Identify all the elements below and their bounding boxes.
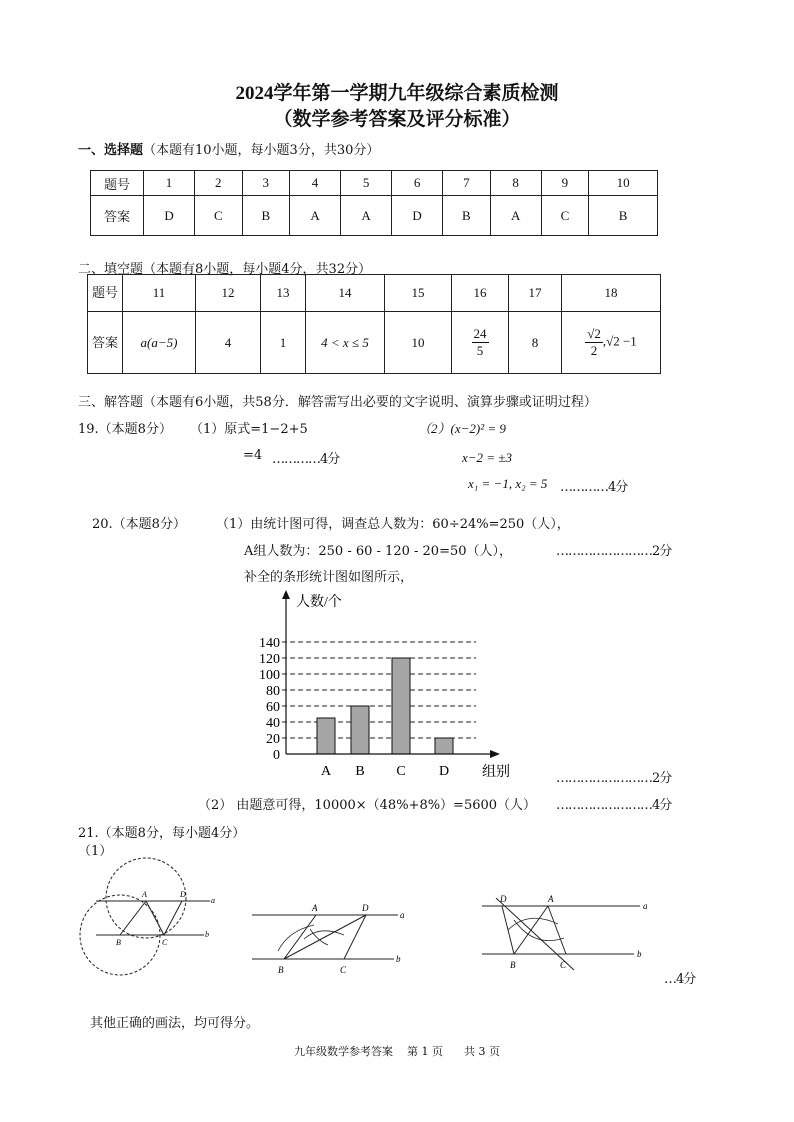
table-cell: C: [541, 196, 589, 236]
table-cell: 4: [196, 312, 261, 374]
q19-part2-line1: （2）(x−2)² = 9: [418, 421, 506, 436]
section1-heading: 一、选择题: [78, 143, 144, 158]
table-cell: 11: [123, 275, 196, 312]
bar-D: [435, 738, 453, 754]
section2-heading: 二、填空题（本题有8小题，每小题4分，共32分）: [78, 262, 372, 277]
section3-heading: 三、解答题（本题有6小题，共58分．解答需写出必要的文字说明、演算步骤或证明过程）: [78, 395, 597, 410]
construction-figure-3: [478, 890, 658, 980]
line-label: b: [637, 949, 642, 959]
y-tick-label: 120: [259, 652, 280, 667]
table-cell: 10: [385, 312, 452, 374]
construction-arc: [508, 918, 558, 930]
q21-label: 21.（本题8分，每小题4分）: [78, 826, 246, 841]
segment-ac: [548, 906, 566, 954]
q19-part1-line1: （1）原式=1−2+5: [190, 422, 308, 437]
point-label: B: [510, 960, 516, 970]
table-cell: 6: [392, 171, 443, 196]
table-cell: [452, 312, 509, 374]
line-label: a: [400, 910, 405, 920]
q21-part: （1）: [78, 844, 113, 859]
table-cell: 2: [195, 171, 243, 196]
segment-ac: [146, 901, 164, 935]
segment-bd: [284, 915, 366, 959]
point-label: B: [116, 938, 121, 947]
table-cell: [562, 312, 661, 374]
point-label: D: [362, 903, 369, 913]
x-axis-label: 组别: [482, 765, 510, 780]
fraction: [472, 326, 489, 359]
y-tick-label: 0: [273, 748, 280, 763]
table-cell: 7: [443, 171, 491, 196]
q19-part2-line2: x−2 = ±3: [462, 450, 512, 465]
table-cell: 14: [306, 275, 385, 312]
line-label: a: [211, 896, 215, 905]
q20-score1: ……………………2分: [556, 544, 672, 559]
q20-score2: ……………………2分: [556, 771, 672, 786]
y-tick-label: 60: [266, 700, 280, 715]
table-cell: 9: [541, 171, 589, 196]
segment-dc: [344, 915, 366, 959]
x-tick-label: C: [396, 764, 406, 779]
fraction: [585, 326, 603, 359]
table-cell: A: [490, 196, 541, 236]
point-label: A: [312, 903, 318, 913]
x-tick-label: D: [438, 764, 450, 779]
table-cell: 15: [385, 275, 452, 312]
chart-grid: [282, 642, 476, 738]
table-header-cell: 答案: [88, 312, 123, 374]
line-label: b: [205, 930, 209, 939]
q21-score: …4分: [664, 972, 696, 987]
table-cell: 4: [290, 171, 341, 196]
table-cell: 1: [144, 171, 195, 196]
y-tick-label: 100: [259, 668, 280, 683]
q20-label: 20.（本题8分）: [92, 517, 186, 532]
construction-figure-2: [248, 895, 418, 980]
point-label: D: [500, 894, 507, 904]
table-cell: 1: [261, 312, 306, 374]
chart-bars: [317, 658, 453, 754]
x-tick-label: A: [320, 764, 332, 779]
q20-line3: 补全的条形统计图如图所示，: [244, 570, 414, 585]
table-cell: D: [144, 196, 195, 236]
section1-note: （本题有10小题，每小题3分，共30分）: [143, 143, 380, 158]
table-header-cell: 答案: [91, 196, 144, 236]
table-cell: a(a−5): [123, 312, 196, 374]
construction-arc: [278, 925, 314, 951]
point-label: A: [548, 894, 554, 904]
table-cell: 18: [562, 275, 661, 312]
table-cell: D: [392, 196, 443, 236]
y-tick-label: 140: [259, 636, 280, 651]
bar-A: [317, 718, 335, 754]
table-cell: B: [443, 196, 491, 236]
section1-heading-row: [78, 139, 379, 158]
table-cell: 8: [509, 312, 562, 374]
segment-ab: [120, 901, 146, 935]
x-axis-arrow: [490, 750, 500, 758]
table-cell: 12: [196, 275, 261, 312]
table-header-cell: 题号: [91, 171, 144, 196]
segment-dc: [164, 901, 182, 935]
table-cell: 4 < x ≤ 5: [306, 312, 385, 374]
point-label: C: [162, 938, 168, 947]
answer-18-rest: ,√2 −1: [602, 333, 637, 349]
bar-C: [392, 658, 410, 754]
q20-line2: A组人数为：250 - 60 - 120 - 20=50（人），: [244, 544, 513, 559]
table-cell: A: [290, 196, 341, 236]
table-cell: A: [341, 196, 392, 236]
table-cell: 16: [452, 275, 509, 312]
q19-part1-line2: =4: [243, 448, 263, 463]
table-cell: 8: [490, 171, 541, 196]
bar-chart: [250, 586, 510, 786]
q19-label: 19.（本题8分）: [78, 422, 172, 437]
table-header-cell: 题号: [88, 275, 123, 312]
table-cell: 17: [509, 275, 562, 312]
chart-y-ticks: [259, 636, 280, 763]
y-tick-label: 40: [266, 716, 280, 731]
page-footer: 九年级数学参考答案 第 1 页 共 3 页: [294, 1045, 500, 1058]
table-cell: 13: [261, 275, 306, 312]
y-axis-label: 人数/个: [296, 595, 342, 610]
point-label: B: [278, 965, 284, 975]
fill-answer-table: [87, 274, 661, 374]
construction-figure-1: [78, 855, 228, 1005]
bar-B: [351, 706, 369, 754]
fraction-denominator: 2: [590, 343, 598, 358]
q19-part2-score: …………4分: [560, 480, 628, 495]
q20-line4: （2） 由题意可得，10000×（48%+8%）=5600（人）: [198, 798, 537, 813]
choice-answer-table: [90, 170, 658, 236]
q19-part2-line3: x₁ = −1, x₂ = 5: [468, 476, 548, 491]
y-tick-label: 20: [266, 732, 280, 747]
line-label: b: [396, 954, 401, 964]
fraction-denominator: 5: [476, 343, 484, 358]
page-title: 2024学年第一学期九年级综合素质检测: [235, 83, 559, 104]
y-tick-label: 80: [266, 684, 280, 699]
fraction-numerator: √2: [587, 326, 601, 341]
q19-part1-score: …………4分: [272, 452, 340, 467]
table-cell: 10: [589, 171, 658, 196]
table-cell: B: [589, 196, 658, 236]
fraction-numerator: 24: [473, 326, 487, 341]
x-tick-label: B: [355, 764, 365, 779]
y-axis-arrow: [282, 590, 290, 599]
line-label: a: [643, 901, 648, 911]
table-cell: 3: [242, 171, 290, 196]
point-label: A: [142, 890, 147, 899]
q20-line1: （1）由统计图可得，调查总人数为：60÷24%=250（人），: [216, 517, 570, 532]
point-label: C: [340, 965, 347, 975]
point-label: C: [560, 960, 567, 970]
q20-score3: ……………………4分: [556, 798, 672, 813]
chart-x-ticks: [321, 764, 449, 779]
table-cell: C: [195, 196, 243, 236]
point-label: D: [180, 890, 186, 899]
table-cell: B: [242, 196, 290, 236]
page-subtitle: （数学参考答案及评分标准）: [273, 109, 521, 130]
table-cell: 5: [341, 171, 392, 196]
q21-note: 其他正确的画法，均可得分。: [90, 1016, 260, 1031]
